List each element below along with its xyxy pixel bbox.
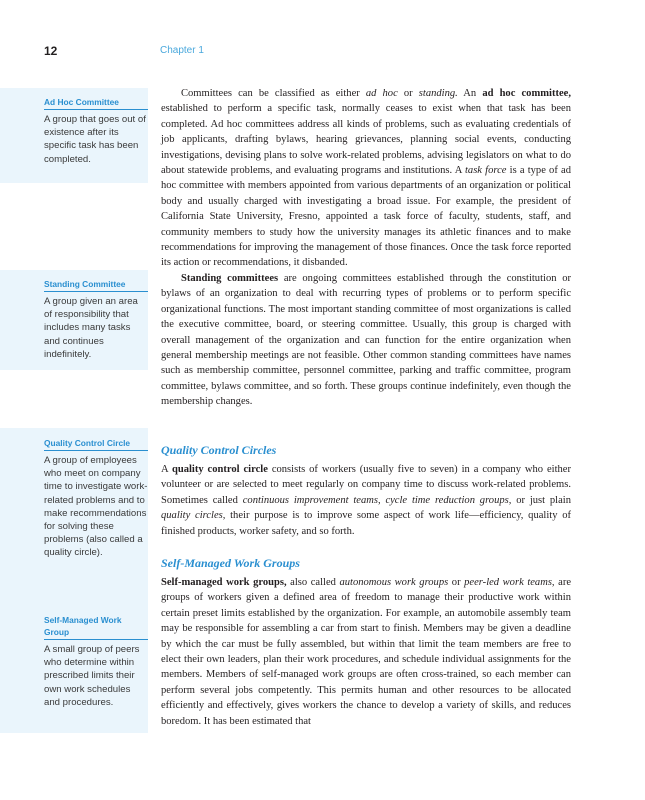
- glossary-term: Standing Committee: [44, 278, 148, 292]
- glossary-term: Quality Control Circle: [44, 437, 148, 451]
- glossary-entry-standing: [44, 278, 148, 361]
- glossary-entry-ad-hoc: [44, 96, 148, 166]
- glossary-term: Ad Hoc Committee: [44, 96, 148, 110]
- glossary-definition: A group of employees who meet on company time to investigate work-related problems and to make recommendations for solving these problems (also called a quality circle).: [44, 455, 148, 559]
- glossary-definition: A group that goes out of existence after its specific task has been completed.: [44, 114, 146, 165]
- paragraph-qcc: A quality control circle consists of workers (usually five to seven) in a company who either volunteer or are selected to meet regularly on company time to discuss work-related problems. Sometimes called continuous improvement teams, cycle time reduction groups, or just plain quality circles, their purpose is to improve some aspect of work life—efficiency, quality of finished products, worker safety, and so forth.: [161, 464, 572, 537]
- glossary-definition: A group given an area of responsibility that includes many tasks and continues indefinitely.: [44, 296, 138, 360]
- heading-quality-control-circles: Quality Control Circles: [161, 443, 277, 457]
- glossary-definition: A small group of peers who determine within prescribed limits their own work schedules and procedures.: [44, 644, 140, 708]
- paragraph-ad-hoc: Committees can be classified as either ad hoc or standing. An ad hoc committee, established to perform a specific task, normally ceases to exist when that task has been completed. Ad hoc committees address all kinds of problems, such as evaluating credentials of job applicants, drafting bylaws, hearing grievances, planning social events, conducting investigations, devising plans to solve work-related problems, advising legislators on what to do about statewide problems, and evaluating programs and institutions. A task force is a type of ad hoc committee with members appointed from various departments of an organization or political body and usually charged with investigating a broad issue. For example, the president of California State University, Fresno, appointed a task force of faculty, students, staff, and community members to study how the university manages its athletic finances and to make recommendations for improving the management of those finances. Once the task force reported its action or recommendations, it disbanded.: [161, 88, 571, 269]
- glossary-term: Self-Managed Work Group: [44, 614, 148, 640]
- body-quality-control-circles: [161, 462, 571, 539]
- paragraph-standing: Standing committees are ongoing committees established through the constitution or bylaws of an organization to deal with recurring types of problems or to perform specific organizational functions. The most important standing committee of most organizations is called the executive committee, board, or steering committee. Usually, this group is charged with overall management of the organization and can function for the entire organization when general membership meetings are not feasible. Other common standing committees have names such as membership committee, personnel committee, parking and traffic committee, program committee, bylaws committee, and so forth. These groups continue indefinitely, even though the membership changes.: [161, 272, 571, 408]
- body-self-managed-work-groups: [161, 575, 571, 729]
- heading-self-managed-work-groups: Self-Managed Work Groups: [161, 556, 300, 570]
- page-number: 12: [44, 44, 58, 58]
- paragraph-smwg: Self-managed work groups, also called autonomous work groups or peer-led work teams, are groups of workers given a defined area of freedom to manage their productive work within certain preset limits established by the organization. For example, an automobile assembly team may be responsible for assembling a car from start to finish. Members may be given a deadline by which the car must be fully assembled, but within that limit the team members are free to elect their own leaders, plan their work procedures, and schedule individual assignments for the members. Members of self-managed work groups are often cross-trained, so each member can perform several jobs competently. This permits human and other resources to be allocated efficiently and effectively, gives workers the chance to develop a variety of skills, and reduces boredom. It has been estimated that: [161, 577, 572, 727]
- glossary-entry-quality-control-circle: [44, 437, 148, 560]
- body-committees: [161, 86, 571, 410]
- chapter-label: Chapter 1: [160, 45, 204, 56]
- glossary-entry-self-managed: [44, 614, 148, 709]
